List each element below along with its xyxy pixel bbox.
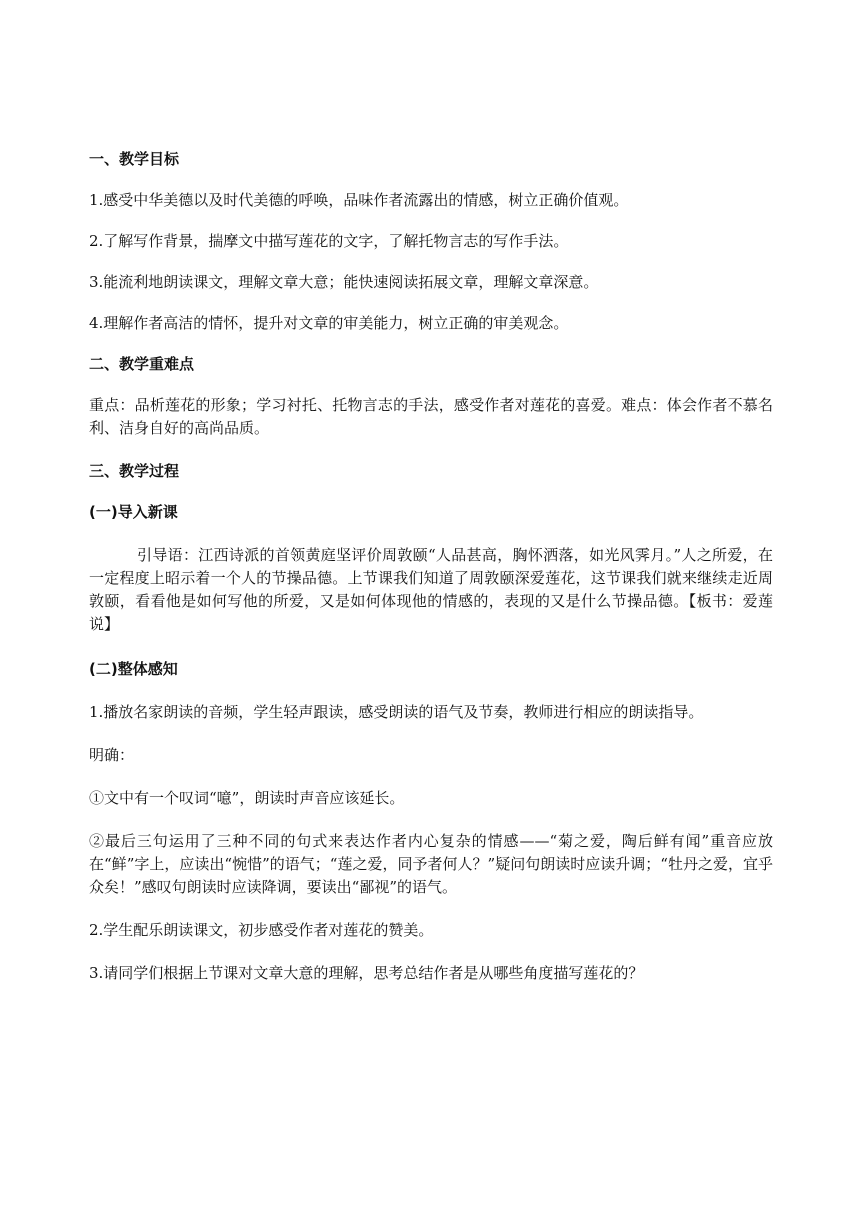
clarify-point-1: ①文中有一个叹词“噫”，朗读时声音应该延长。 (89, 789, 405, 807)
perception-item-1: 1.播放名家朗读的音频，学生轻声跟读，感受朗读的语气及节奏，教师进行相应的朗读指导。 (89, 703, 704, 721)
goal-item-2: 2.了解写作背景，揣摩文中描写莲花的文字，了解托物言志的写作手法。 (89, 232, 569, 250)
goal-item-1: 1.感受中华美德以及时代美德的呼唤，品味作者流露出的情感，树立正确价值观。 (89, 191, 629, 209)
section-heading-teaching-goals: 一、教学目标 (89, 150, 180, 168)
key-points-paragraph: 重点：品析莲花的形象；学习衬托、托物言志的手法，感受作者对莲花的喜爱。难点：体会作者不慕名利、洁身自好的高尚品质。 (89, 396, 773, 437)
goal-item-3: 3.能流利地朗读课文，理解文章大意；能快速阅读拓展文章，理解文章深意。 (89, 273, 599, 291)
section-heading-teaching-process: 三、教学过程 (89, 462, 180, 480)
section-heading-key-points: 二、教学重难点 (89, 355, 195, 373)
goal-item-4: 4.理解作者高洁的情怀，提升对文章的审美能力，树立正确的审美观念。 (89, 314, 569, 332)
clarify-label: 明确： (89, 746, 135, 764)
intro-paragraph: 引导语：江西诗派的首领黄庭坚评价周敦颐“人品甚高，胸怀洒落，如光风霁月。”人之所爱，在一定程度上昭示着一个人的节操品德。上节课我们知道了周敦颐深爱莲花，这节课我们就来继续走近周敦颐，看看他是如何写他的所爱，又是如何体现他的情感的，表现的又是什么节操品德。【板书：爱莲说】 (89, 546, 773, 633)
document-page (89, 148, 773, 1005)
subsection-heading-intro: (一)导入新课 (89, 503, 178, 521)
subsection-heading-overall-perception: (二)整体感知 (89, 660, 178, 678)
clarify-point-2: ②最后三句运用了三种不同的句式来表达作者内心复杂的情感——“菊之爱，陶后鲜有闻”重音应放在“鲜”字上，应读出“惋惜”的语气；“莲之爱，同予者何人？”疑问句朗读时应读升调；“牡丹之爱，宜乎众矣！”感叹句朗读时应读降调，要读出“鄙视”的语气。 (89, 832, 773, 896)
perception-item-2: 2.学生配乐朗读课文，初步感受作者对莲花的赞美。 (89, 921, 434, 939)
perception-item-3: 3.请同学们根据上节课对文章大意的理解，思考总结作者是从哪些角度描写莲花的？ (89, 964, 644, 982)
